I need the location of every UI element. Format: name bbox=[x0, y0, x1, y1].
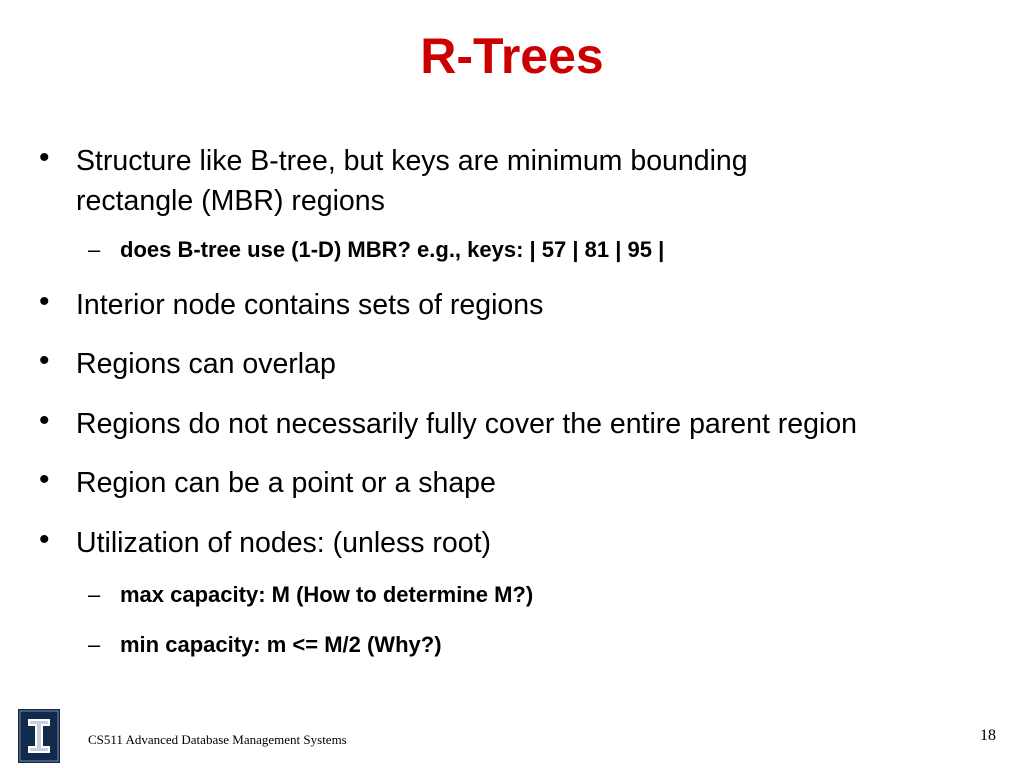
bullet-dot: • bbox=[39, 141, 50, 174]
bullet-dot: • bbox=[39, 463, 50, 496]
bullet-dot: • bbox=[39, 285, 50, 318]
sub-bullet-text: min capacity: m <= M/2 (Why?) bbox=[120, 632, 442, 657]
bullet-dot: • bbox=[39, 523, 50, 556]
bullet-text: Utilization of nodes: (unless root) bbox=[76, 527, 492, 559]
bullet-text: Regions can overlap bbox=[76, 348, 336, 380]
sub-bullet-dash: – bbox=[88, 632, 101, 657]
bullet-text: Regions do not necessarily fully cover the entire parent region bbox=[76, 408, 858, 440]
university-block-i-logo bbox=[18, 709, 60, 763]
bullet-dot: • bbox=[39, 344, 50, 377]
bullet-text: Interior node contains sets of regions bbox=[76, 289, 544, 321]
bullet-line: Structure like B-tree, but keys are minimum bounding bbox=[76, 145, 748, 177]
sub-bullet-text: does B-tree use (1-D) MBR? e.g., keys: | 57 | 81 | 95 | bbox=[120, 237, 665, 262]
slide-title: R-Trees bbox=[420, 28, 604, 84]
bullet-dot: • bbox=[39, 404, 50, 437]
page-number: 18 bbox=[980, 727, 996, 744]
bullet-line: rectangle (MBR) regions bbox=[76, 185, 385, 217]
block-i-icon bbox=[18, 709, 60, 763]
bullet-text: Region can be a point or a shape bbox=[76, 467, 496, 499]
sub-bullet-dash: – bbox=[88, 237, 101, 262]
sub-bullet-text: max capacity: M (How to determine M?) bbox=[120, 582, 534, 607]
footer-course-title: CS511 Advanced Database Management Systems bbox=[88, 732, 347, 747]
bullet-text bbox=[76, 141, 1016, 221]
sub-bullet-dash: – bbox=[88, 582, 101, 607]
